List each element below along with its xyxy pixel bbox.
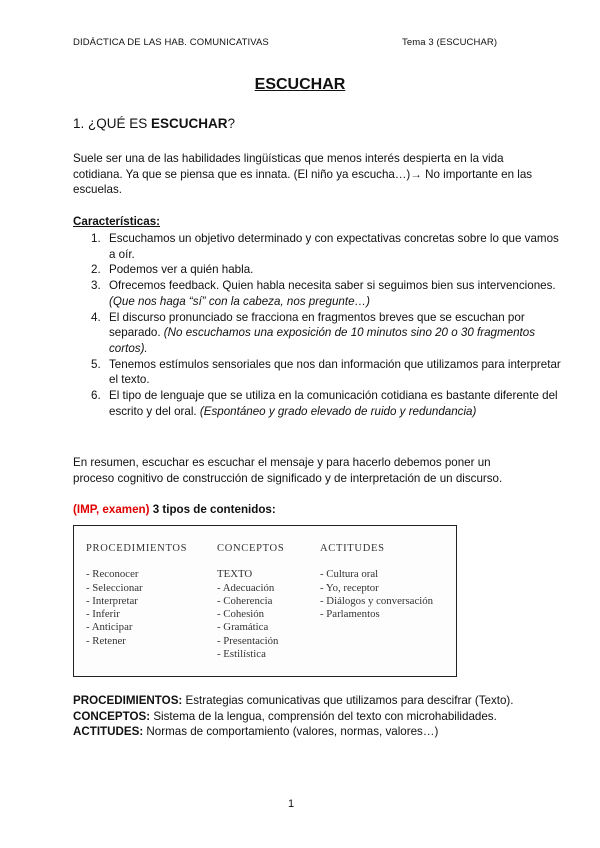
column-header: ACTITUDES xyxy=(320,543,385,554)
list-item-text: Ofrecemos feedback. Quien habla necesita saber si seguimos bien sus intervenciones. xyxy=(109,279,556,293)
column-item: - Reconocer xyxy=(86,568,139,581)
table-column-procedimientos xyxy=(86,542,187,648)
list-item-note: (Que nos haga “sí” con la cabeza, nos pregunte…) xyxy=(109,294,371,308)
list-item-number: 3. xyxy=(91,279,101,293)
page-number: 1 xyxy=(287,798,295,810)
list-item-text: Podemos ver a quién habla. xyxy=(109,263,254,277)
column-item: - Anticipar xyxy=(86,621,133,634)
list-item-text: El tipo de lenguaje que se utiliza en la comunicación cotidiana es bastante diferente del escrito y del oral. xyxy=(109,389,558,418)
list-item-number: 2. xyxy=(91,263,101,277)
list-item-number: 1. xyxy=(91,232,101,245)
intro-paragraph: Suele ser una de las habilidades lingüísticas que menos interés despierta en la vida cotidiana. Ya que se piensa que es innata. (El niño ya escucha…)→ No importante en las escuelas. xyxy=(73,152,533,196)
contents-table-image xyxy=(73,525,457,677)
contents-heading-text: 3 tipos de contenidos: xyxy=(149,503,276,516)
list-item-number: 5. xyxy=(91,357,101,371)
column-item: - Diálogos y conversación xyxy=(320,594,434,607)
list-item-text: El discurso pronunciado se fracciona en fragmentos breves que se escuchan por separado. xyxy=(109,310,525,340)
column-item: - Gramática xyxy=(217,621,269,634)
column-item: - Presentación xyxy=(217,634,279,647)
list-item-number: 4. xyxy=(91,310,101,324)
list-item-note: (Espontáneo y grado elevado de ruido y redundancia) xyxy=(199,404,477,418)
header-course: DIDÁCTICA DE LAS HAB. COMUNICATIVAS xyxy=(73,37,269,48)
definition-term: ACTITUDES: xyxy=(73,725,144,738)
list-item xyxy=(91,231,565,262)
characteristics-heading: Características: xyxy=(73,215,161,228)
section-heading-prefix: 1. ¿QUÉ ES xyxy=(73,116,152,131)
column-item: - Parlamentos xyxy=(320,608,380,621)
section-heading-suffix: ? xyxy=(227,116,236,131)
column-item: - Cultura oral xyxy=(320,568,379,581)
column-item: - Coherencia xyxy=(217,594,273,607)
definition-text: Sistema de la lengua, comprensión del texto con microhabilidades. xyxy=(150,709,497,723)
list-item xyxy=(91,262,565,278)
definition-text: Normas de comportamiento (valores, normas, valores…) xyxy=(143,725,439,738)
definitions xyxy=(73,693,533,740)
section-heading-bold: ESCUCHAR xyxy=(151,116,228,131)
definition-text: Estrategias comunicativas que utilizamos para descifrar (Texto). xyxy=(182,694,514,707)
characteristics-list xyxy=(73,231,565,419)
summary-paragraph: En resumen, escuchar es escuchar el mensaje y para hacerlo debemos poner un proceso cognitivo de construcción de significado y de interpretación de un discurso. xyxy=(73,456,503,485)
list-item xyxy=(91,357,565,388)
column-item: - Adecuación xyxy=(217,581,275,594)
list-item-text: Escuchamos un objetivo determinado y con expectativas concretas sobre lo que vamos a oír. xyxy=(109,232,559,261)
list-item-text: Tenemos estímulos sensoriales que nos dan información que utilizamos para interpretar el texto. xyxy=(109,357,561,387)
column-header: PROCEDIMIENTOS xyxy=(86,543,188,554)
table-column-actitudes xyxy=(320,542,433,621)
section-heading xyxy=(73,116,235,131)
definition-term: PROCEDIMIENTOS: xyxy=(73,694,183,707)
contents-heading-important: (IMP, examen) xyxy=(73,503,150,516)
definition-term: CONCEPTOS: xyxy=(73,709,151,723)
definition-procedimientos xyxy=(73,693,533,709)
column-item: - Inferir xyxy=(86,608,120,621)
column-item: - Interpretar xyxy=(86,594,138,607)
page-title: ESCUCHAR xyxy=(254,76,346,93)
definition-actitudes xyxy=(73,724,533,740)
column-item: TEXTO xyxy=(217,568,253,581)
column-header: CONCEPTOS xyxy=(217,543,285,554)
column-item: - Yo, receptor xyxy=(320,581,379,594)
list-item xyxy=(91,310,565,357)
header-topic: Tema 3 (ESCUCHAR) xyxy=(402,37,498,48)
column-item: - Retener xyxy=(86,634,126,647)
column-item: - Cohesión xyxy=(217,608,265,621)
column-item: - Estilística xyxy=(217,648,266,661)
list-item xyxy=(91,278,565,309)
column-item: - Seleccionar xyxy=(86,581,143,594)
definition-conceptos xyxy=(73,709,533,725)
list-item-note: (No escuchamos una exposición de 10 minutos sino 20 o 30 fragmentos cortos). xyxy=(109,326,536,355)
list-item-number: 6. xyxy=(91,389,101,403)
contents-heading xyxy=(73,503,276,516)
table-column-conceptos xyxy=(217,542,284,661)
list-item xyxy=(91,388,565,419)
